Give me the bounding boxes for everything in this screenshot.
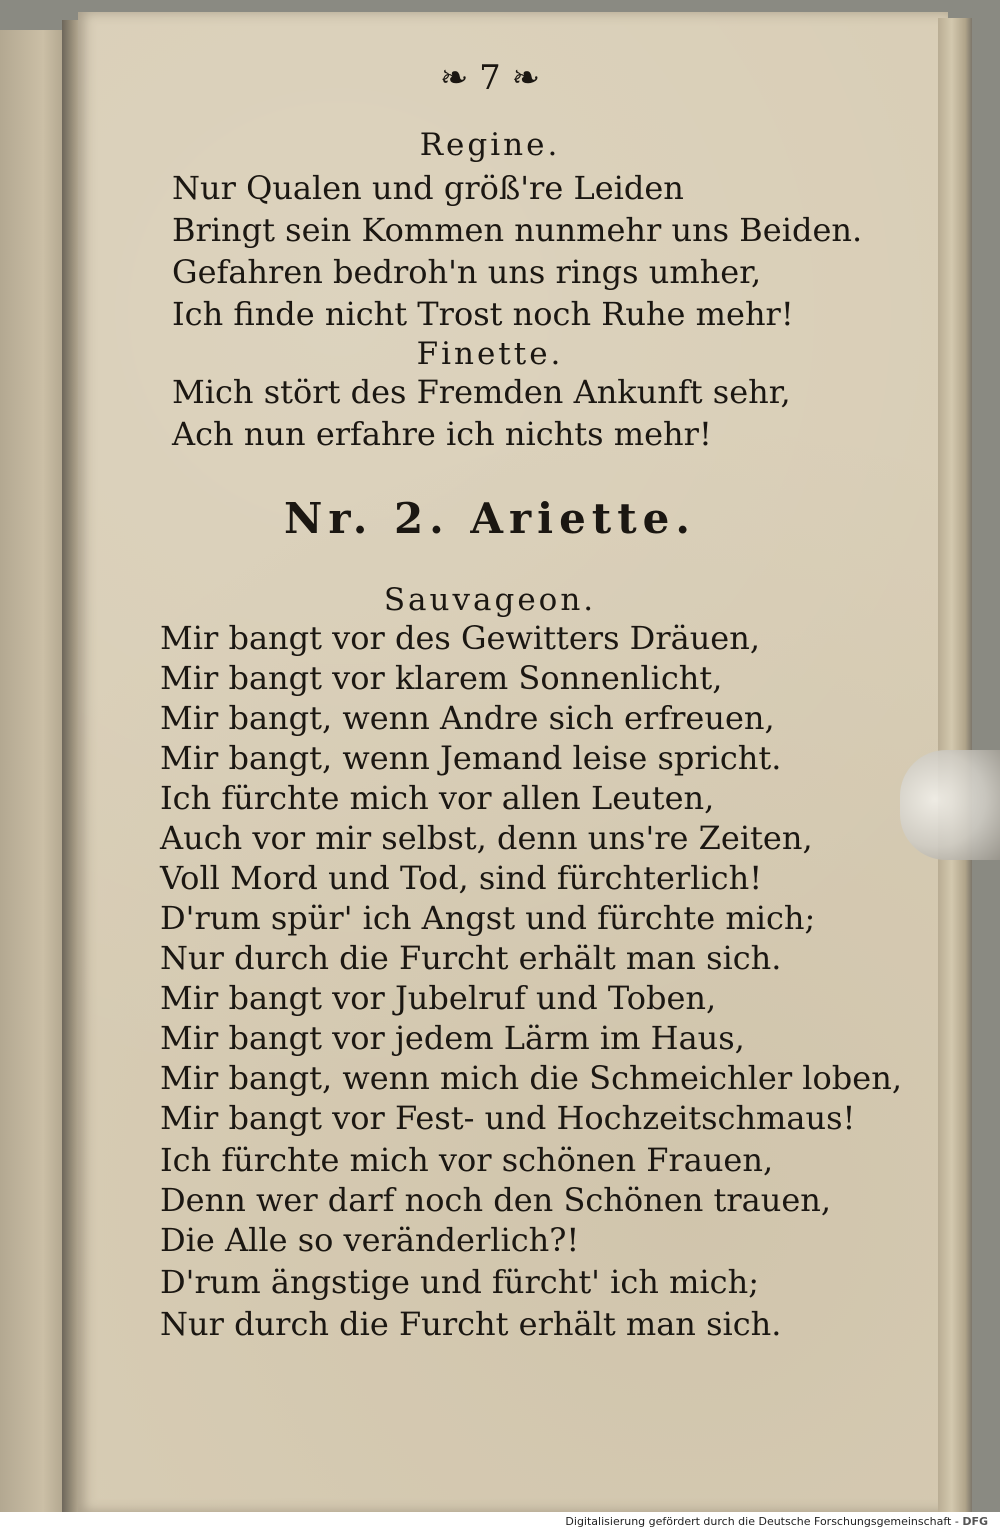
verse-line: Ich fürchte mich vor allen Leuten,: [160, 779, 715, 817]
verse-line: Auch vor mir selbst, denn uns're Zeiten,: [160, 819, 813, 857]
verse-line: D'rum spür' ich Angst und fürchte mich;: [160, 899, 816, 937]
verse-line: Mir bangt vor Jubelruf und Toben,: [160, 979, 717, 1017]
verse-line: Ich fürchte mich vor schönen Frauen,: [160, 1141, 774, 1179]
speaker-regine: Regine.: [419, 127, 561, 163]
verse-line: Ich finde nicht Trost noch Ruhe mehr!: [172, 295, 794, 333]
speaker-sauvageon: Sauvageon.: [383, 582, 597, 618]
verse-line: Gefahren bedroh'n uns rings umher,: [172, 253, 762, 291]
verse-line: D'rum ängstige und fürcht' ich mich;: [160, 1263, 759, 1301]
verse-line: Die Alle so veränderlich?!: [160, 1221, 580, 1259]
verse-line: Mir bangt vor jedem Lärm im Haus,: [160, 1019, 745, 1057]
verse-line: Voll Mord und Tod, sind fürchterlich!: [160, 859, 763, 897]
dfg-logo-icon: DFG: [962, 1515, 988, 1528]
verse-line: Nur Qualen und größ're Leiden: [172, 169, 684, 207]
speaker-finette: Finette.: [416, 336, 564, 372]
verse-line: Denn wer darf noch den Schönen trauen,: [160, 1181, 832, 1219]
verse-line: Mir bangt vor des Gewitters Dräuen,: [160, 619, 761, 657]
verse-line: Mir bangt vor klarem Sonnenlicht,: [160, 659, 723, 697]
verse-line: Mir bangt, wenn Jemand leise spricht.: [160, 739, 782, 777]
verse-line: Nur durch die Furcht erhält man sich.: [160, 939, 782, 977]
verse-line: Mich stört des Fremden Ankunft sehr,: [172, 373, 791, 411]
section-heading: Nr. 2. Ariette.: [284, 494, 696, 543]
verse-line: Mir bangt, wenn mich die Schmeichler loben,: [160, 1059, 902, 1097]
page-number: ❧ 7 ❧: [439, 58, 541, 98]
verse-line: Nur durch die Furcht erhält man sich.: [160, 1305, 782, 1343]
verse-line: Ach nun erfahre ich nichts mehr!: [172, 415, 712, 453]
footer-credit: [565, 1515, 988, 1528]
verse-line: Bringt sein Kommen nunmehr uns Beiden.: [172, 211, 863, 249]
verse-line: Mir bangt, wenn Andre sich erfreuen,: [160, 699, 775, 737]
verse-line: Mir bangt vor Fest- und Hochzeitschmaus!: [160, 1099, 856, 1137]
footer-credit-text: Digitalisierung gefördert durch die Deutsche Forschungsgemeinschaft -: [565, 1515, 959, 1528]
